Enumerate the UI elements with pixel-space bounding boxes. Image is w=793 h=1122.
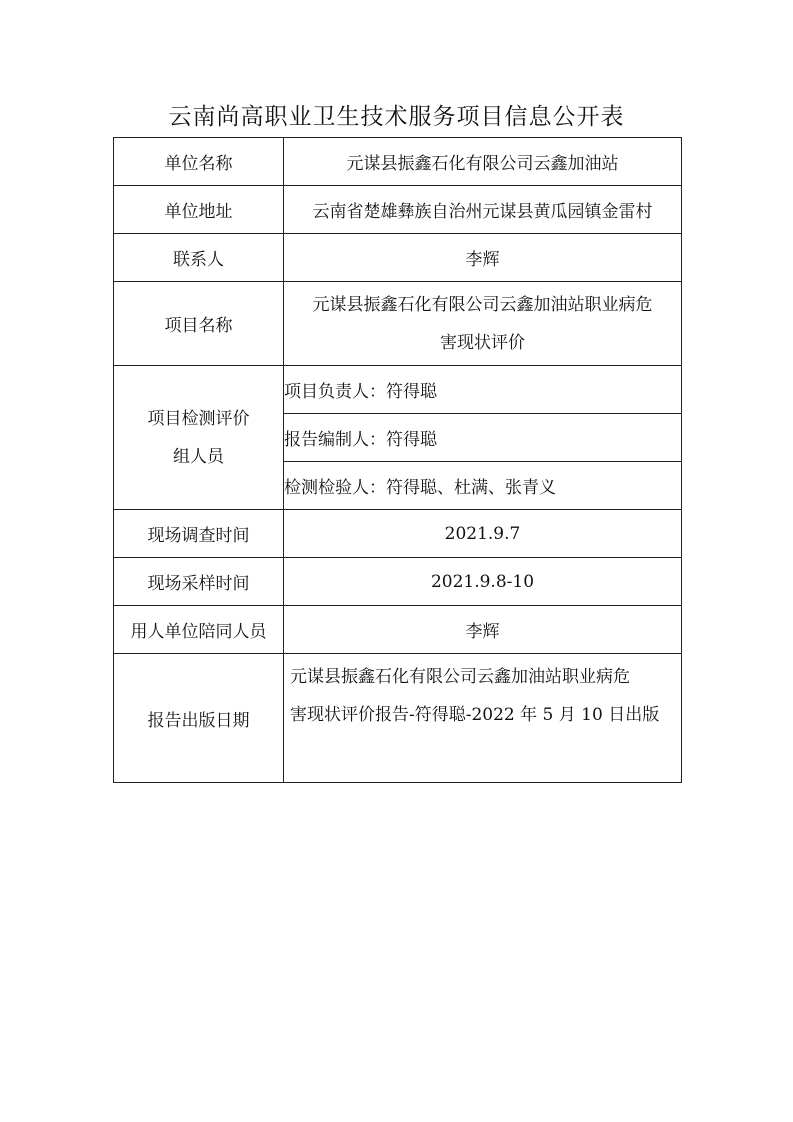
project-name-value xyxy=(284,282,682,366)
unit-address-value: 云南省楚雄彝族自治州元谋县黄瓜园镇金雷村 xyxy=(284,186,682,234)
contact-label: 联系人 xyxy=(114,234,284,282)
sampling-time-value: 2021.9.8-10 xyxy=(284,558,682,606)
page-title: 云南尚高职业卫生技术服务项目信息公开表 xyxy=(168,104,625,130)
table-row xyxy=(114,282,682,366)
team-member-inspectors: 检测检验人：符得聪、杜满、张青义 xyxy=(284,462,682,510)
project-name-line2: 害现状评价 xyxy=(440,332,525,353)
team-label-line1: 项目检测评价 xyxy=(147,408,250,429)
table-row xyxy=(114,366,682,414)
contact-value: 李辉 xyxy=(284,234,682,282)
survey-time-label: 现场调查时间 xyxy=(114,510,284,558)
unit-name-label: 单位名称 xyxy=(114,138,284,186)
table-row xyxy=(114,510,682,558)
escort-value: 李辉 xyxy=(284,606,682,654)
table-row xyxy=(114,186,682,234)
team-member-writer: 报告编制人：符得聪 xyxy=(284,414,682,462)
report-date-value xyxy=(284,654,682,783)
sampling-time-label: 现场采样时间 xyxy=(114,558,284,606)
table-row xyxy=(114,606,682,654)
project-name-label: 项目名称 xyxy=(114,282,284,366)
report-date-line2: 害现状评价报告-符得聪-2022 年 5 月 10 日出版 xyxy=(290,705,660,725)
escort-label: 用人单位陪同人员 xyxy=(114,606,284,654)
table-row xyxy=(114,138,682,186)
report-date-line1: 元谋县振鑫石化有限公司云鑫加油站职业病危 xyxy=(290,667,630,687)
info-table xyxy=(113,137,682,783)
table-row xyxy=(114,234,682,282)
team-label-line2: 组人员 xyxy=(173,446,224,467)
report-date-label: 报告出版日期 xyxy=(114,654,284,783)
team-label xyxy=(114,366,284,510)
project-name-line1: 元谋县振鑫石化有限公司云鑫加油站职业病危 xyxy=(312,294,653,315)
table-row xyxy=(114,654,682,783)
team-member-lead: 项目负责人：符得聪 xyxy=(284,366,682,414)
survey-time-value: 2021.9.7 xyxy=(284,510,682,558)
unit-address-label: 单位地址 xyxy=(114,186,284,234)
unit-name-value: 元谋县振鑫石化有限公司云鑫加油站 xyxy=(284,138,682,186)
table-row xyxy=(114,558,682,606)
